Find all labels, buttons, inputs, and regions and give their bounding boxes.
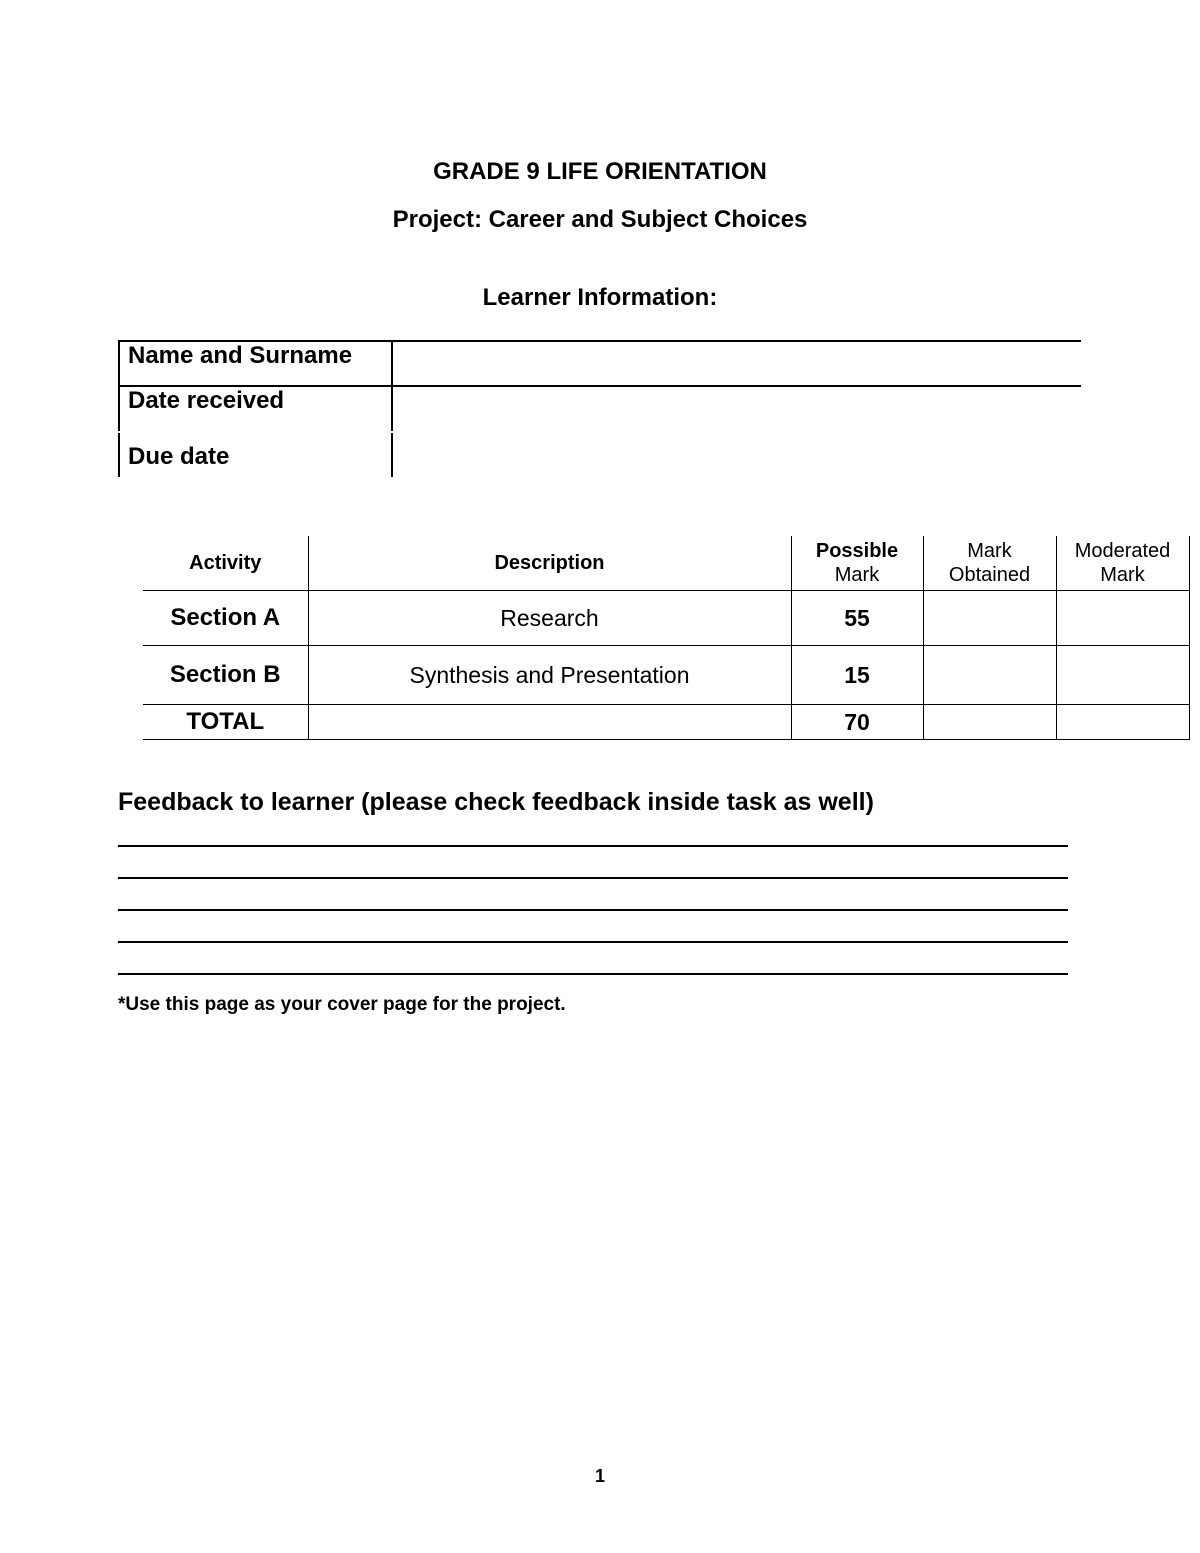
header-obtained-line2: Obtained <box>948 564 1031 586</box>
row-description: Synthesis and Presentation <box>308 646 791 705</box>
header-moderated-line2: Mark <box>1100 564 1145 586</box>
header-possible-mark <box>791 536 923 591</box>
cover-page-note: *Use this page as your cover page for the project. <box>118 994 566 1015</box>
header-mark-obtained <box>923 536 1056 591</box>
row-mark-obtained[interactable] <box>923 646 1056 705</box>
due-date-label: Due date <box>128 443 230 470</box>
header-possible-line1: Possible <box>815 540 899 562</box>
page-number: 1 <box>594 1466 605 1486</box>
total-label: TOTAL <box>143 705 308 740</box>
name-surname-label: Name and Surname <box>128 342 353 369</box>
date-received-label: Date received <box>128 387 285 414</box>
row-possible-mark: 15 <box>791 646 923 705</box>
due-date-field[interactable] <box>393 434 1081 476</box>
row-activity: Section A <box>143 591 308 646</box>
feedback-line[interactable] <box>118 877 1068 879</box>
header-moderated-mark <box>1056 536 1189 591</box>
row-possible-mark: 55 <box>791 591 923 646</box>
header-possible-line2: Mark <box>834 564 880 586</box>
header-description: Description <box>308 536 791 591</box>
name-surname-field[interactable] <box>393 342 1081 384</box>
document-subtitle: Project: Career and Subject Choices <box>392 206 808 233</box>
total-description <box>308 705 791 740</box>
header-moderated-line1: Moderated <box>1074 540 1171 562</box>
total-mark-obtained[interactable] <box>923 705 1056 740</box>
total-moderated-mark[interactable] <box>1056 705 1189 740</box>
header-activity: Activity <box>143 536 308 591</box>
row-activity: Section B <box>143 646 308 705</box>
feedback-line[interactable] <box>118 973 1068 975</box>
date-received-field[interactable] <box>393 387 1081 429</box>
row-moderated-mark[interactable] <box>1056 591 1189 646</box>
table-row <box>143 646 1189 705</box>
feedback-heading: Feedback to learner (please check feedback inside task as well) <box>118 788 874 816</box>
marks-table <box>143 536 1190 740</box>
header-obtained-line1: Mark <box>967 540 1012 562</box>
learner-info-heading: Learner Information: <box>482 284 718 311</box>
total-row <box>143 705 1189 740</box>
feedback-line[interactable] <box>118 909 1068 911</box>
info-left-rule <box>118 340 120 431</box>
feedback-line[interactable] <box>118 941 1068 943</box>
table-row <box>143 591 1189 646</box>
row-description: Research <box>308 591 791 646</box>
row-moderated-mark[interactable] <box>1056 646 1189 705</box>
info-left-rule-lower <box>118 433 120 477</box>
feedback-line[interactable] <box>118 845 1068 847</box>
document-title: GRADE 9 LIFE ORIENTATION <box>433 158 767 185</box>
row-mark-obtained[interactable] <box>923 591 1056 646</box>
total-possible-mark: 70 <box>791 705 923 740</box>
